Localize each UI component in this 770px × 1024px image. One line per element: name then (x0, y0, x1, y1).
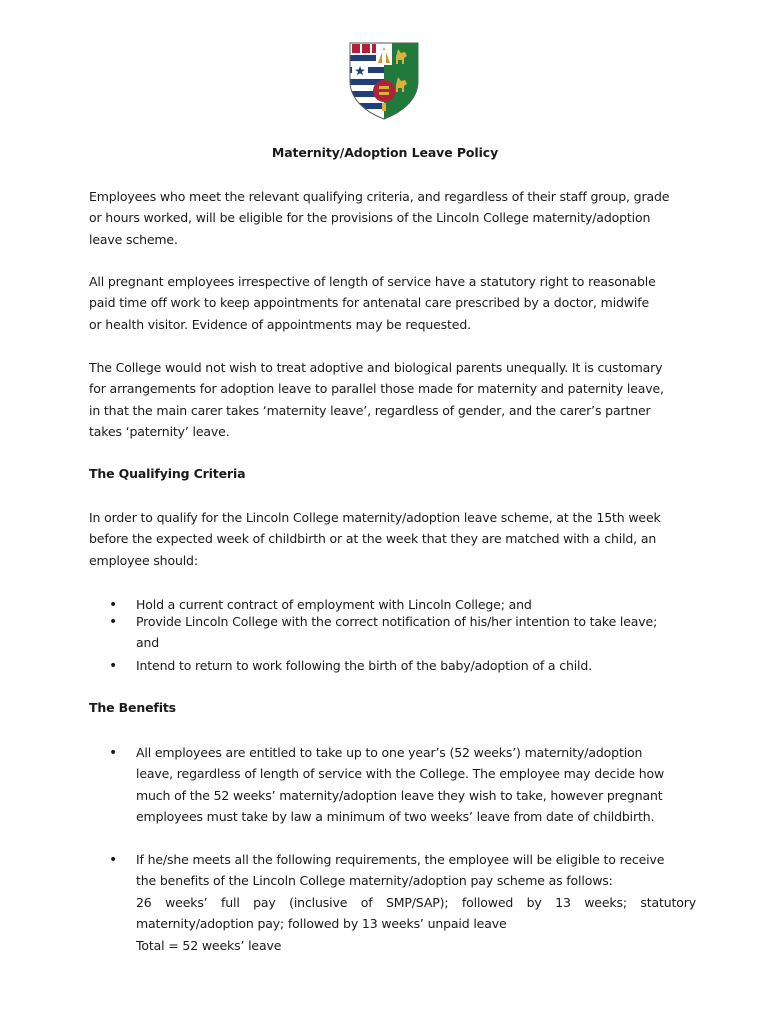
college-crest-logo (348, 41, 420, 121)
paragraph-line: in that the main carer takes ‘maternity leave’, regardless of gender, and the carer’s partner (89, 402, 651, 418)
benefit-line: the benefits of the Lincoln College maternity/adoption pay scheme as follows: (136, 873, 613, 889)
paragraph-line: employee should: (89, 552, 198, 568)
bullet-icon: • (109, 658, 118, 674)
adoption-paragraph (89, 357, 699, 443)
benefit-line: If he/she meets all the following requirements, the employee will be eligible to receive (136, 852, 665, 867)
paragraph-line: Employees who meet the relevant qualifying criteria, and regardless of their staff group, grade (89, 189, 670, 204)
qualifying-paragraph (89, 507, 699, 571)
bullet-icon: • (109, 745, 118, 761)
intro-paragraph (89, 186, 699, 250)
criteria-item: Intend to return to work following the birth of the baby/adoption of a child. (136, 658, 592, 673)
criteria-line: and (136, 635, 160, 651)
benefit-line: Total = 52 weeks’ leave (136, 937, 282, 953)
paragraph-line: or hours worked, will be eligible for the provisions of the Lincoln College maternity/adoption (89, 210, 651, 226)
paragraph-line: for arrangements for adoption leave to parallel those made for maternity and paternity leave, (89, 381, 664, 397)
criteria-line: Provide Lincoln College with the correct notification of his/her intention to take leave; (136, 614, 658, 629)
paragraph-line: In order to qualify for the Lincoln College maternity/adoption leave scheme, at the 15th week (89, 510, 661, 525)
benefit-line: much of the 52 weeks’ maternity/adoption leave they wish to take, however pregnant (136, 787, 663, 803)
paragraph-line: All pregnant employees irrespective of length of service have a statutory right to reasonable (89, 274, 656, 289)
document-title: Maternity/Adoption Leave Policy (271, 145, 499, 160)
benefit-line: All employees are entitled to take up to one year’s (52 weeks’) maternity/adoption (136, 745, 643, 760)
criteria-item (136, 611, 696, 654)
paragraph-line: before the expected week of childbirth or at the week that they are matched with a child, an (89, 531, 657, 547)
benefit-item (136, 742, 696, 828)
benefit-item (136, 849, 696, 956)
benefit-line: employees must take by law a minimum of two weeks’ leave from date of childbirth. (136, 809, 655, 825)
benefit-line: 26 weeks’ full pay (inclusive of SMP/SAP); followed by 13 weeks; statutory (136, 894, 696, 910)
paragraph-line: or health visitor. Evidence of appointments may be requested. (89, 316, 471, 332)
paragraph-line: leave scheme. (89, 231, 178, 247)
paragraph-line: takes ‘paternity’ leave. (89, 424, 230, 440)
antenatal-paragraph (89, 271, 699, 335)
benefit-line: leave, regardless of length of service with the College. The employee may decide how (136, 766, 665, 782)
benefits-heading: The Benefits (89, 700, 176, 715)
criteria-item: Hold a current contract of employment with Lincoln College; and (136, 597, 532, 612)
bullet-icon: • (109, 852, 118, 868)
paragraph-line: paid time off work to keep appointments for antenatal care prescribed by a doctor, midwife (89, 295, 649, 311)
qualifying-criteria-heading: The Qualifying Criteria (89, 466, 246, 481)
benefit-line: maternity/adoption pay; followed by 13 weeks’ unpaid leave (136, 916, 507, 932)
bullet-icon: • (109, 614, 118, 630)
bullet-icon: • (109, 597, 118, 613)
paragraph-line: The College would not wish to treat adoptive and biological parents unequally. It is customary (89, 360, 663, 375)
